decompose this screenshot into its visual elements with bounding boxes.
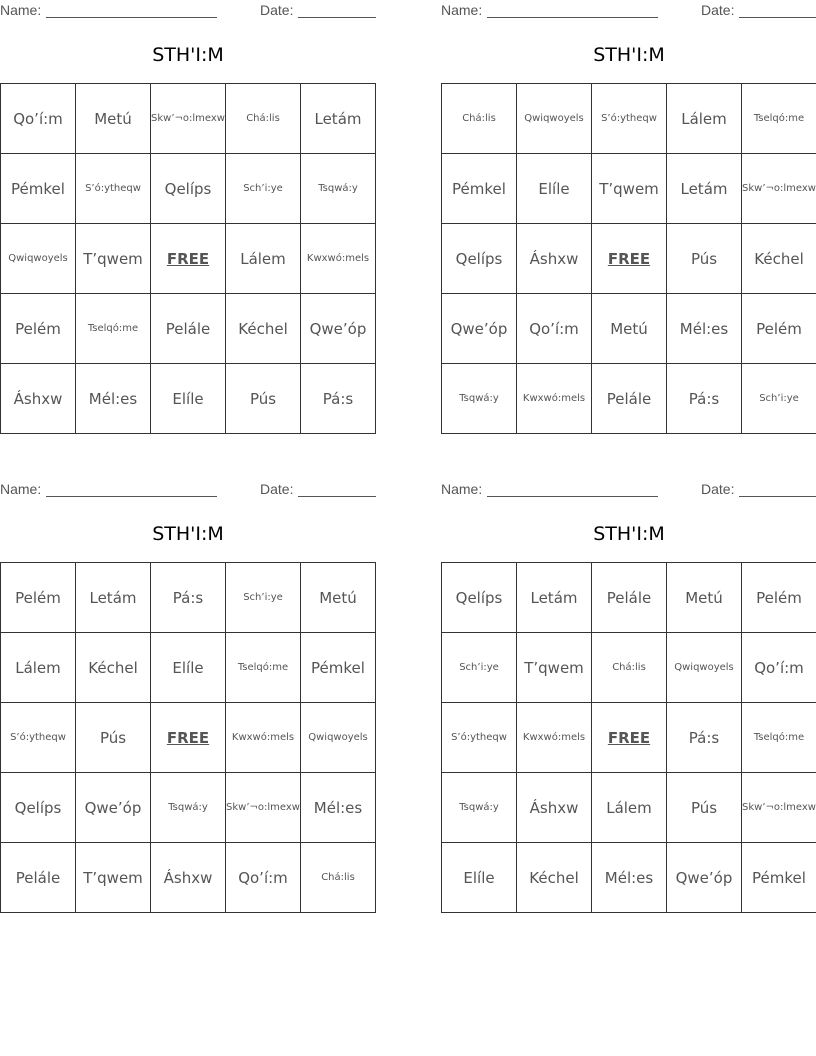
date-blank-line	[298, 496, 376, 497]
date-blank-line	[298, 17, 376, 18]
name-date-row	[0, 481, 376, 499]
bingo-cell: Letám	[667, 154, 742, 224]
bingo-cell: Chá:lis	[442, 84, 517, 154]
bingo-cell: Mél:es	[592, 843, 667, 913]
grid-row	[1, 843, 376, 913]
bingo-cell: S’ó:ytheqw	[76, 154, 151, 224]
bingo-cell: Sch’i:ye	[226, 563, 301, 633]
bingo-cell: Tselqó:me	[226, 633, 301, 703]
bingo-cell: Kwxwó:mels	[226, 703, 301, 773]
grid-row	[442, 843, 816, 913]
free-space-cell: FREE	[151, 703, 226, 773]
bingo-cell: Pelém	[742, 563, 816, 633]
grid-row	[442, 154, 816, 224]
bingo-cell: Sch’i:ye	[742, 364, 816, 434]
bingo-cell: Pelém	[1, 563, 76, 633]
date-blank-line	[739, 17, 816, 18]
grid-row	[1, 633, 376, 703]
card-title: STH'I:M	[593, 44, 665, 66]
bingo-cell: Elíle	[151, 364, 226, 434]
free-space-cell: FREE	[151, 224, 226, 294]
bingo-cell: Mél:es	[667, 294, 742, 364]
bingo-card-4	[441, 479, 816, 914]
bingo-cell: Skw’¬o:lmexw	[742, 154, 816, 224]
grid-row	[442, 224, 816, 294]
bingo-cell: Lálem	[1, 633, 76, 703]
bingo-cell: Qwe’óp	[442, 294, 517, 364]
bingo-cell: Qelíps	[442, 224, 517, 294]
bingo-cell: Elíle	[151, 633, 226, 703]
card-title: STH'I:M	[152, 523, 224, 545]
bingo-cell: Pá:s	[301, 364, 376, 434]
bingo-grid	[441, 83, 816, 434]
bingo-cell: Qwe’óp	[667, 843, 742, 913]
bingo-card-2	[441, 0, 816, 435]
bingo-cell: Qo’í:m	[1, 84, 76, 154]
grid-row	[1, 563, 376, 633]
bingo-cell: Qwiqwoyels	[517, 84, 592, 154]
bingo-cell: Lálem	[592, 773, 667, 843]
name-date-row	[0, 2, 376, 20]
name-blank-line	[46, 496, 217, 497]
bingo-cell: Metú	[301, 563, 376, 633]
bingo-cell: Elíle	[442, 843, 517, 913]
bingo-grid	[441, 562, 816, 913]
bingo-cell: Pús	[226, 364, 301, 434]
bingo-cell: Pémkel	[301, 633, 376, 703]
bingo-card-3	[0, 479, 376, 914]
bingo-cell: Pús	[667, 773, 742, 843]
bingo-cell: Qwiqwoyels	[667, 633, 742, 703]
bingo-cell: T’qwem	[592, 154, 667, 224]
name-label: Name:	[0, 2, 42, 18]
bingo-cell: Qwe’óp	[76, 773, 151, 843]
bingo-cell: Sch’i:ye	[442, 633, 517, 703]
free-space-cell: FREE	[592, 224, 667, 294]
name-blank-line	[487, 17, 658, 18]
bingo-cell: Mél:es	[301, 773, 376, 843]
bingo-cell: Letám	[301, 84, 376, 154]
grid-row	[1, 84, 376, 154]
bingo-cell: Elíle	[517, 154, 592, 224]
bingo-cell: Metú	[76, 84, 151, 154]
bingo-cell: Pelém	[1, 294, 76, 364]
bingo-cell: S’ó:ytheqw	[592, 84, 667, 154]
name-date-row	[441, 2, 816, 20]
bingo-cell: Tsqwá:y	[442, 773, 517, 843]
bingo-cell: Pémkel	[1, 154, 76, 224]
name-blank-line	[487, 496, 658, 497]
grid-row	[442, 294, 816, 364]
card-title: STH'I:M	[152, 44, 224, 66]
grid-row	[442, 633, 816, 703]
grid-row	[1, 773, 376, 843]
bingo-cell: Kwxwó:mels	[301, 224, 376, 294]
bingo-grid	[0, 562, 376, 913]
bingo-cell: Skw’¬o:lmexw	[226, 773, 301, 843]
bingo-cell: Qelíps	[151, 154, 226, 224]
bingo-cell: Qelíps	[442, 563, 517, 633]
grid-row	[1, 703, 376, 773]
bingo-cell: Kéchel	[742, 224, 816, 294]
bingo-cell: Pelále	[1, 843, 76, 913]
name-blank-line	[46, 17, 217, 18]
bingo-cell: Metú	[592, 294, 667, 364]
bingo-cell: Chá:lis	[592, 633, 667, 703]
date-label: Date:	[260, 481, 294, 497]
bingo-cell: Áshxw	[517, 773, 592, 843]
bingo-cell: Pelém	[742, 294, 816, 364]
grid-row	[442, 703, 816, 773]
bingo-cell: Tselqó:me	[742, 84, 816, 154]
bingo-cell: Skw’¬o:lmexw	[742, 773, 816, 843]
grid-row	[442, 84, 816, 154]
grid-row	[1, 294, 376, 364]
bingo-cell: Qelíps	[1, 773, 76, 843]
bingo-cell: Kéchel	[76, 633, 151, 703]
bingo-cell: Pá:s	[667, 703, 742, 773]
bingo-cell: Pémkel	[742, 843, 816, 913]
bingo-cell: Pús	[667, 224, 742, 294]
bingo-cell: Qwe’óp	[301, 294, 376, 364]
date-label: Date:	[701, 481, 735, 497]
bingo-cell: Qo’í:m	[742, 633, 816, 703]
bingo-cell: Letám	[76, 563, 151, 633]
bingo-cell: Pelále	[151, 294, 226, 364]
name-label: Name:	[0, 481, 42, 497]
bingo-cell: Pá:s	[151, 563, 226, 633]
bingo-cell: Kwxwó:mels	[517, 364, 592, 434]
bingo-cell: Kéchel	[517, 843, 592, 913]
bingo-cell: Lálem	[667, 84, 742, 154]
date-label: Date:	[701, 2, 735, 18]
grid-row	[442, 563, 816, 633]
bingo-cell: Chá:lis	[301, 843, 376, 913]
bingo-cell: T’qwem	[76, 843, 151, 913]
bingo-cell: Tsqwá:y	[301, 154, 376, 224]
bingo-cell: S’ó:ytheqw	[1, 703, 76, 773]
bingo-cell: Letám	[517, 563, 592, 633]
free-space-cell: FREE	[592, 703, 667, 773]
bingo-cell: Qo’í:m	[517, 294, 592, 364]
bingo-cell: Pelále	[592, 364, 667, 434]
bingo-cell: S’ó:ytheqw	[442, 703, 517, 773]
name-date-row	[441, 481, 816, 499]
bingo-cell: Kwxwó:mels	[517, 703, 592, 773]
date-blank-line	[739, 496, 816, 497]
bingo-cell: Pémkel	[442, 154, 517, 224]
bingo-cell: Mél:es	[76, 364, 151, 434]
bingo-cell: Áshxw	[1, 364, 76, 434]
grid-row	[1, 364, 376, 434]
bingo-cell: T’qwem	[517, 633, 592, 703]
bingo-cell: Tselqó:me	[76, 294, 151, 364]
bingo-cell: Kéchel	[226, 294, 301, 364]
grid-row	[442, 773, 816, 843]
grid-row	[442, 364, 816, 434]
bingo-cell: Metú	[667, 563, 742, 633]
bingo-cell: T’qwem	[76, 224, 151, 294]
date-label: Date:	[260, 2, 294, 18]
bingo-card-1	[0, 0, 376, 435]
bingo-cell: Qo’í:m	[226, 843, 301, 913]
bingo-cell: Chá:lis	[226, 84, 301, 154]
grid-row	[1, 224, 376, 294]
card-title: STH'I:M	[593, 523, 665, 545]
grid-row	[1, 154, 376, 224]
bingo-cell: Pá:s	[667, 364, 742, 434]
bingo-cell: Qwiqwoyels	[301, 703, 376, 773]
bingo-cell: Tsqwá:y	[151, 773, 226, 843]
bingo-cell: Lálem	[226, 224, 301, 294]
bingo-cell: Tsqwá:y	[442, 364, 517, 434]
bingo-cell: Qwiqwoyels	[1, 224, 76, 294]
bingo-cell: Skw’¬o:lmexw	[151, 84, 226, 154]
name-label: Name:	[441, 481, 483, 497]
bingo-grid	[0, 83, 376, 434]
name-label: Name:	[441, 2, 483, 18]
bingo-cell: Áshxw	[517, 224, 592, 294]
bingo-cell: Pús	[76, 703, 151, 773]
bingo-cell: Pelále	[592, 563, 667, 633]
bingo-cell: Tselqó:me	[742, 703, 816, 773]
bingo-cell: Áshxw	[151, 843, 226, 913]
bingo-cell: Sch’i:ye	[226, 154, 301, 224]
